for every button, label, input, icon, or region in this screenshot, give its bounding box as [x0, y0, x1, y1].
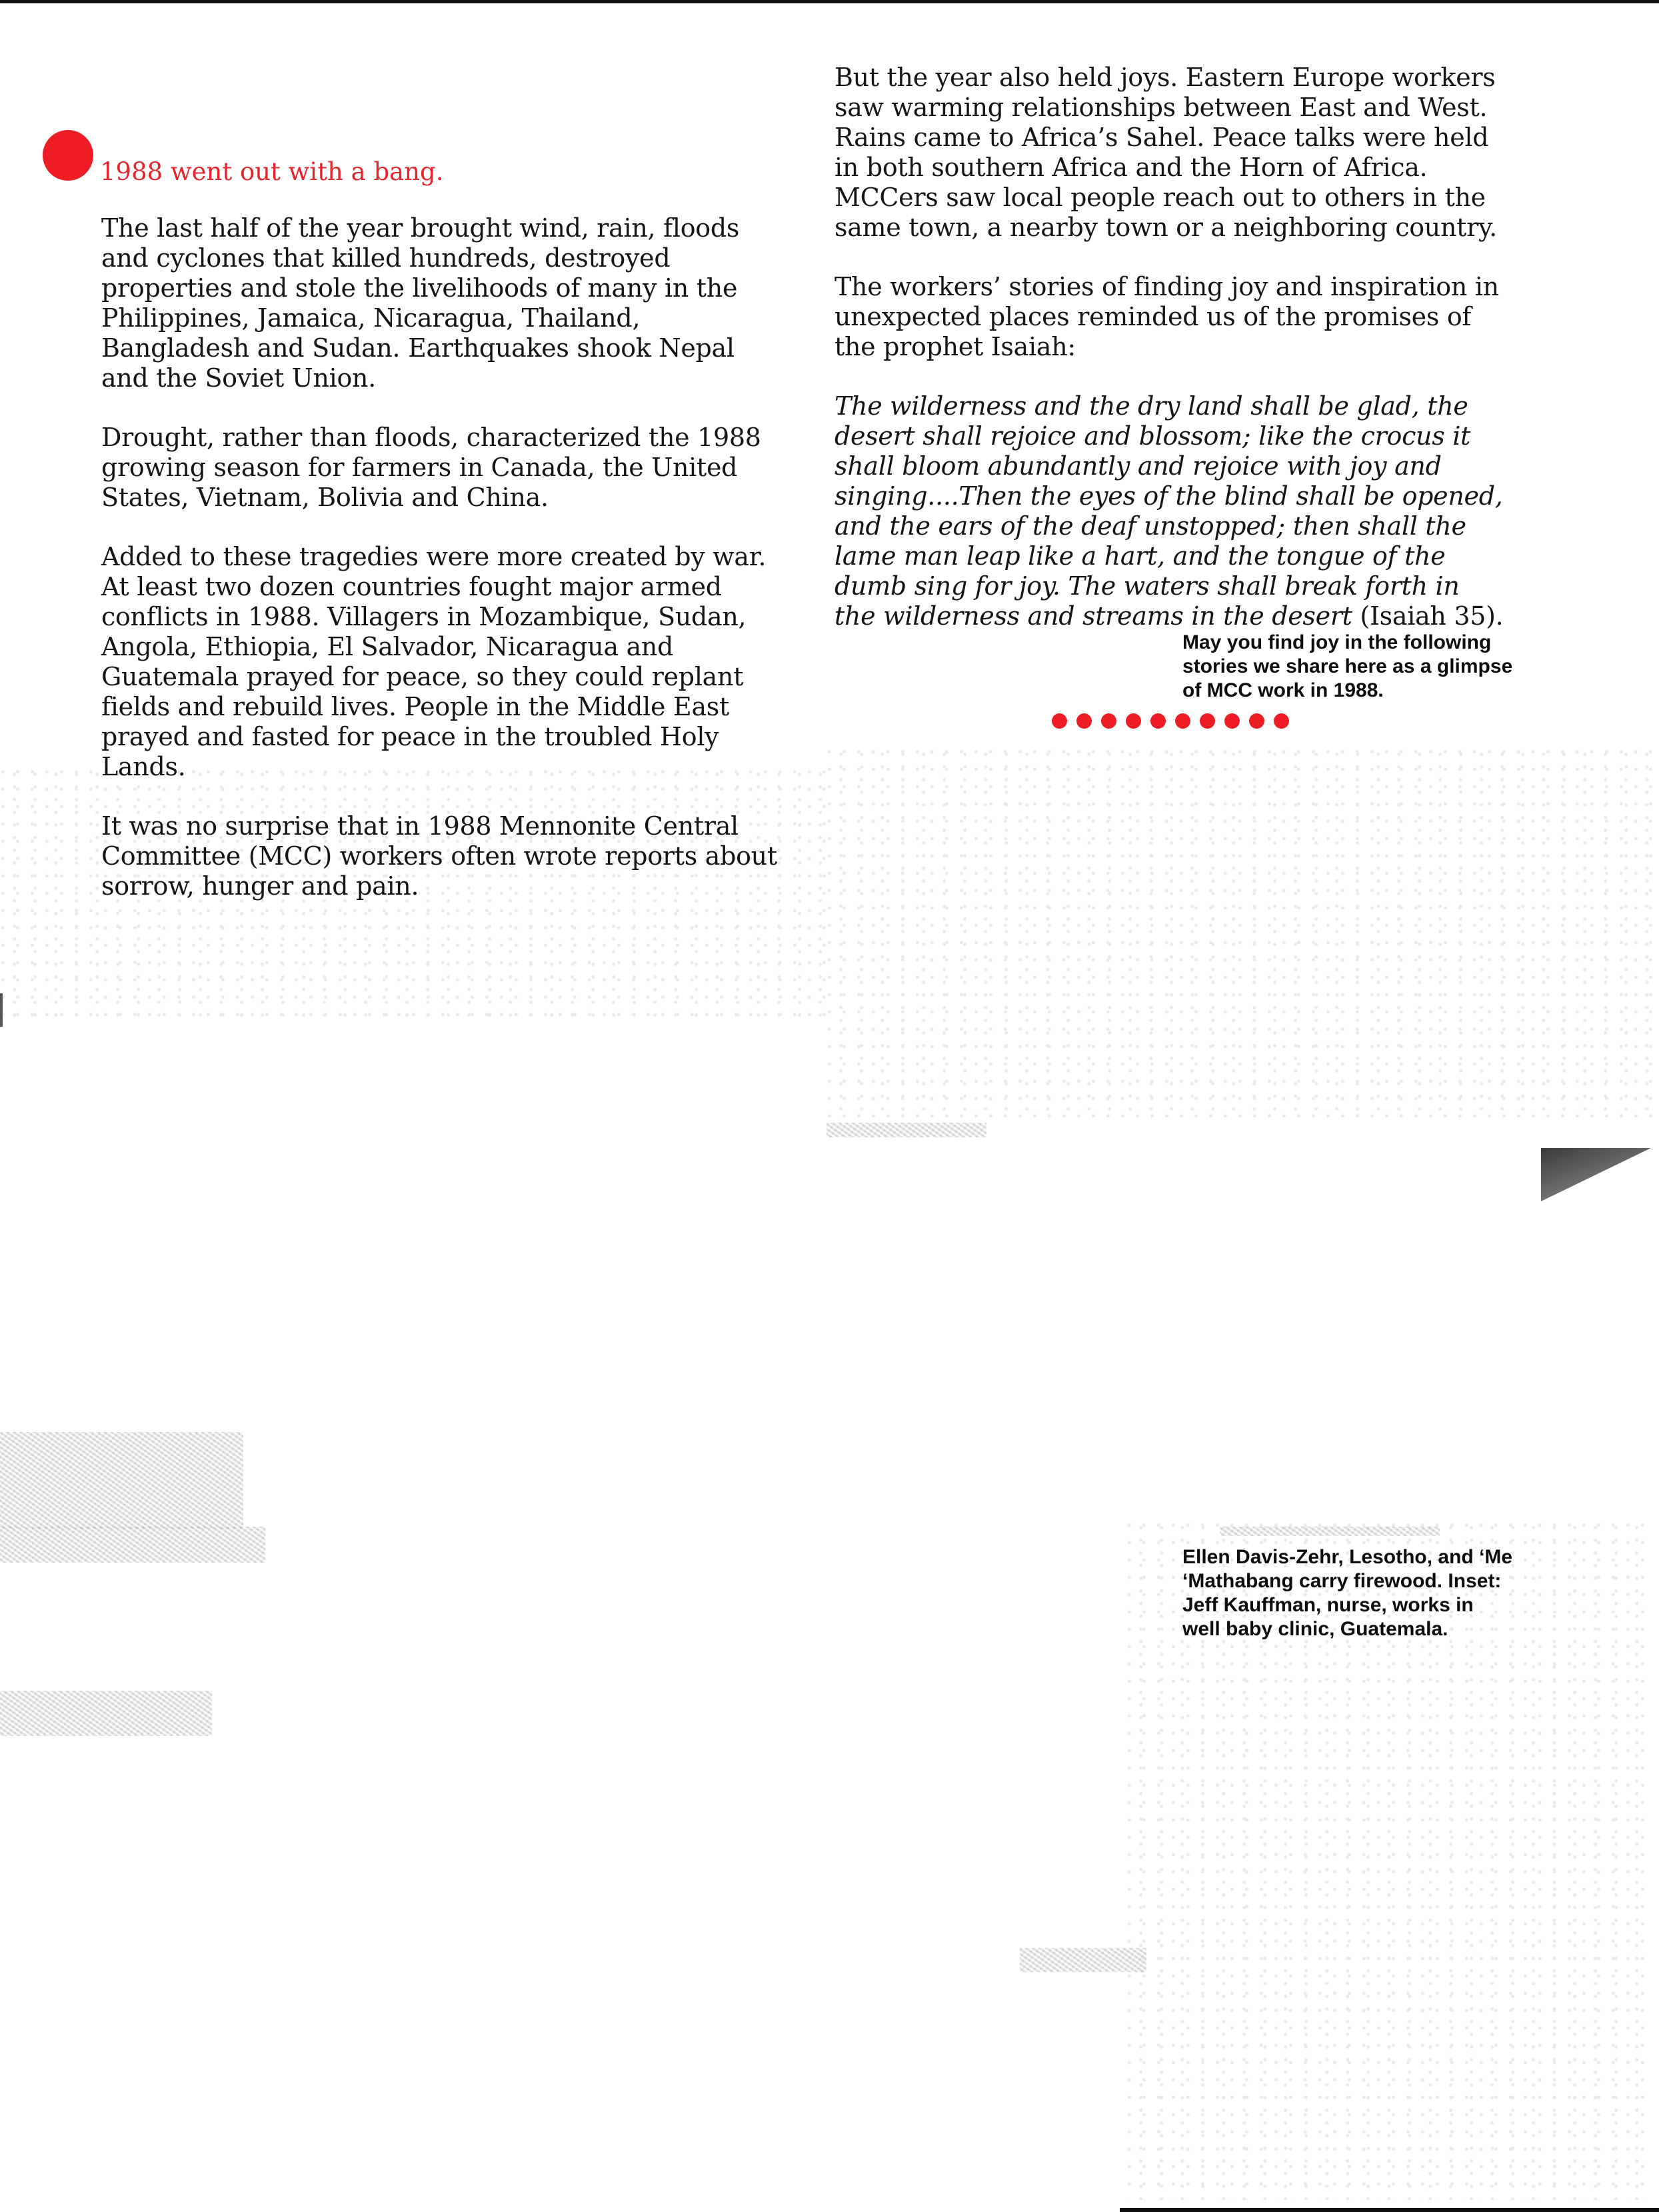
- page-bottom-edge: [1120, 2208, 1659, 2212]
- body-paragraph: But the year also held joys. Eastern Europe workers saw warming relationships between East and West. Rains came to Africa’s Sahel. Peace talks were held in both southern Africa and the Horn of Africa. MCCers saw local people reach out to others in the same town, a nearby town or a neighboring country.: [834, 63, 1497, 242]
- body-paragraph: Drought, rather than floods, characterized the 1988 growing season for farmers in Canada, the United States, Vietnam, Bolivia and China.: [101, 423, 761, 512]
- quote-citation: (Isaiah 35).: [1352, 601, 1504, 631]
- body-paragraph: The workers’ stories of finding joy and inspiration in unexpected places reminded us of the promises of the prophet Isaiah:: [834, 272, 1499, 361]
- faded-photo-wash-right: [827, 747, 1659, 1120]
- photo-fragment-texture: [0, 1527, 265, 1563]
- inset-photo-corner: [1541, 1148, 1651, 1201]
- right-column: [834, 63, 1508, 661]
- photo-fragment-texture: [1020, 1948, 1146, 1972]
- body-paragraph: It was no surprise that in 1988 Mennonite Central Committee (MCC) workers often wrote reports about sorrow, hunger and pain.: [101, 811, 777, 901]
- red-bullet-dot: [43, 130, 93, 181]
- left-column: [101, 213, 781, 931]
- photo-strip-texture: [827, 1123, 986, 1137]
- red-dot: [1126, 713, 1141, 729]
- red-dot: [1200, 713, 1215, 729]
- photo-caption: Ellen Davis-Zehr, Lesotho, and ‘Me ‘Mathabang carry firewood. Inset: Jeff Kauffman, nurse, works in well baby clinic, Guatemala.: [1182, 1546, 1513, 1640]
- intro-caption: May you find joy in the following stories we share here as a glimpse of MCC work in 1988.: [1182, 631, 1513, 701]
- article-heading: 1988 went out with a bang.: [100, 157, 444, 186]
- red-dot: [1076, 713, 1092, 729]
- red-dot: [1249, 713, 1264, 729]
- red-dot: [1052, 713, 1067, 729]
- body-paragraph: Added to these tragedies were more created by war. At least two dozen countries fought major armed conflicts in 1988. Villagers in Mozambique, Sudan, Angola, Ethiopia, El Salvador, Nicaragua and Guatemala prayed for peace, so they could replant fields and rebuild lives. People in the Middle East prayed and fasted for peace in the troubled Holy Lands.: [101, 542, 767, 781]
- red-dot: [1150, 713, 1166, 729]
- photo-fragment-texture: [0, 1691, 212, 1736]
- red-dot: [1224, 713, 1240, 729]
- body-paragraph: The last half of the year brought wind, rain, floods and cyclones that killed hundreds, destroyed properties and stole the livelihoods of many in the Philippines, Jamaica, Nicaragua, Thailand, Bangladesh and Sudan. Earthquakes shook Nepal and the Soviet Union.: [101, 213, 740, 393]
- photo-fragment-texture: [0, 1432, 243, 1529]
- red-dot: [1101, 713, 1116, 729]
- scripture-quote: [834, 391, 1508, 631]
- page-top-edge: [0, 0, 1659, 3]
- red-dot: [1175, 713, 1190, 729]
- red-dot: [1274, 713, 1289, 729]
- photo-top-edge-texture: [1220, 1527, 1440, 1536]
- quote-text: The wilderness and the dry land shall be glad, the desert shall rejoice and blossom; like the crocus it shall bloom abundantly and rejoice with joy and singing....Then the eyes of the blind shall be opened, and the ears of the deaf unstopped; then shall the lame man leap like a hart, and the tongue of the dumb sing for joy. The waters shall break forth in the wilderness and streams in the desert: [834, 391, 1503, 631]
- red-dot-row: [1052, 713, 1289, 729]
